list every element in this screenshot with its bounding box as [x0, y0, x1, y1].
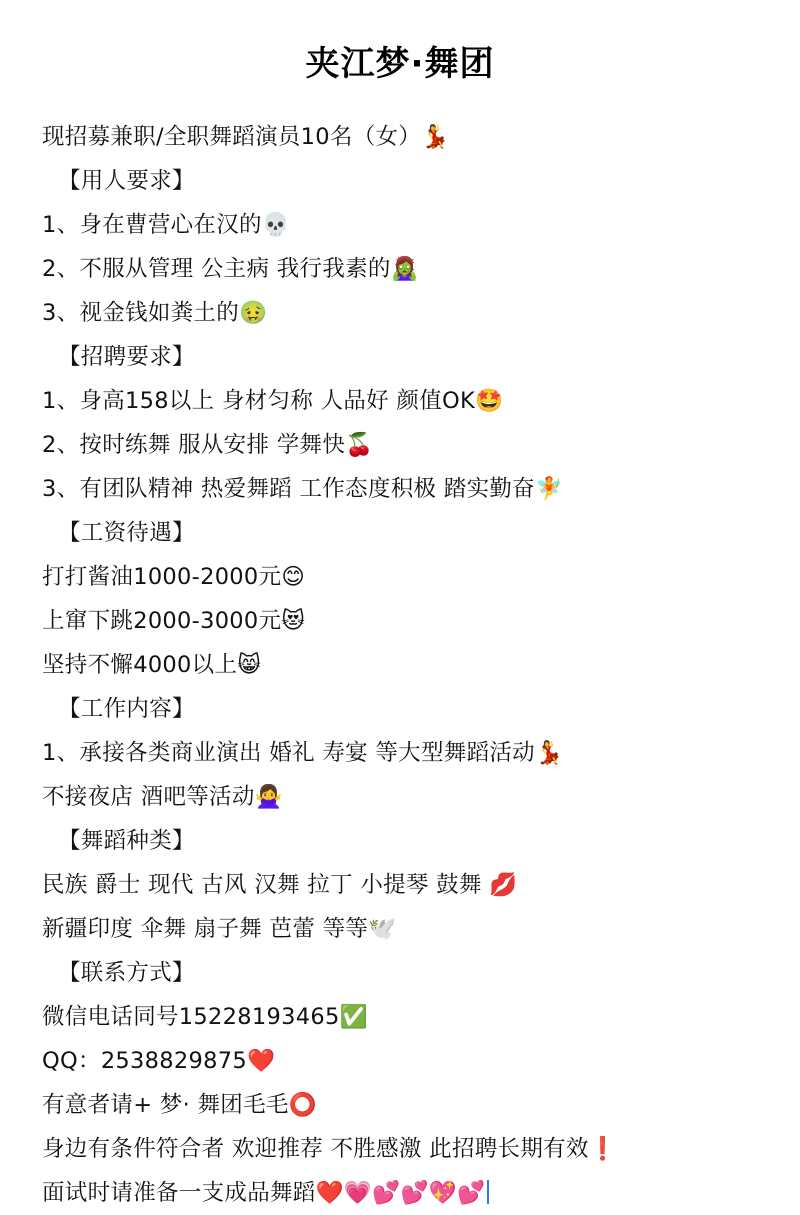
- text-line-content: 面试时请准备一支成品舞蹈❤️💗💕💕💖💕: [42, 1180, 486, 1206]
- text-line: 上窜下跳2000-3000元😻: [42, 608, 306, 634]
- text-line: 1、身高158以上 身材匀称 人品好 颜值OK🤩: [42, 388, 504, 414]
- text-line: 身边有条件符合者 欢迎推荐 不胜感激 此招聘长期有效❗: [42, 1136, 618, 1162]
- text-line: 现招募兼职/全职舞蹈演员10名（女）💃: [42, 124, 450, 150]
- text-line: 2、按时练舞 服从安排 学舞快🍒: [42, 432, 374, 458]
- section-heading: 【联系方式】: [58, 960, 195, 986]
- text-line: 3、视金钱如粪土的🤢: [42, 300, 268, 326]
- section-heading: 【舞蹈种类】: [58, 828, 195, 854]
- document-body: [0, 115, 800, 1215]
- document-page: [0, 36, 800, 1206]
- page-title: 夹江梦·舞团: [305, 44, 495, 84]
- text-line: QQ：2538829875❤️: [42, 1048, 276, 1074]
- section-heading: 【工作内容】: [58, 696, 195, 722]
- text-line: 民族 爵士 现代 古风 汉舞 拉丁 小提琴 鼓舞 💋: [42, 872, 518, 898]
- section-heading: 【招聘要求】: [58, 344, 195, 370]
- text-line: 微信电话同号15228193465✅: [42, 1004, 368, 1030]
- section-heading: 【工资待遇】: [58, 520, 195, 546]
- text-line: 2、不服从管理 公主病 我行我素的🧟‍♀️: [42, 256, 420, 282]
- text-line: 3、有团队精神 热爱舞蹈 工作态度积极 踏实勤奋🧚: [42, 476, 564, 502]
- text-line: 不接夜店 酒吧等活动🙅‍♀️: [42, 784, 283, 810]
- text-line-with-caret: [42, 1171, 776, 1215]
- text-line: 1、承接各类商业演出 婚礼 寿宴 等大型舞蹈活动💃: [42, 740, 564, 766]
- text-line: 1、身在曹营心在汉的💀: [42, 212, 291, 238]
- text-line: 坚持不懈4000以上😸: [42, 652, 262, 678]
- section-heading: 【用人要求】: [58, 168, 195, 194]
- text-line: 新疆印度 伞舞 扇子舞 芭蕾 等等🕊️: [42, 916, 397, 942]
- text-line: 打打酱油1000-2000元😊: [42, 564, 306, 590]
- text-line: 有意者请+ 梦· 舞团毛毛⭕: [42, 1092, 318, 1118]
- text-caret: [487, 1180, 489, 1204]
